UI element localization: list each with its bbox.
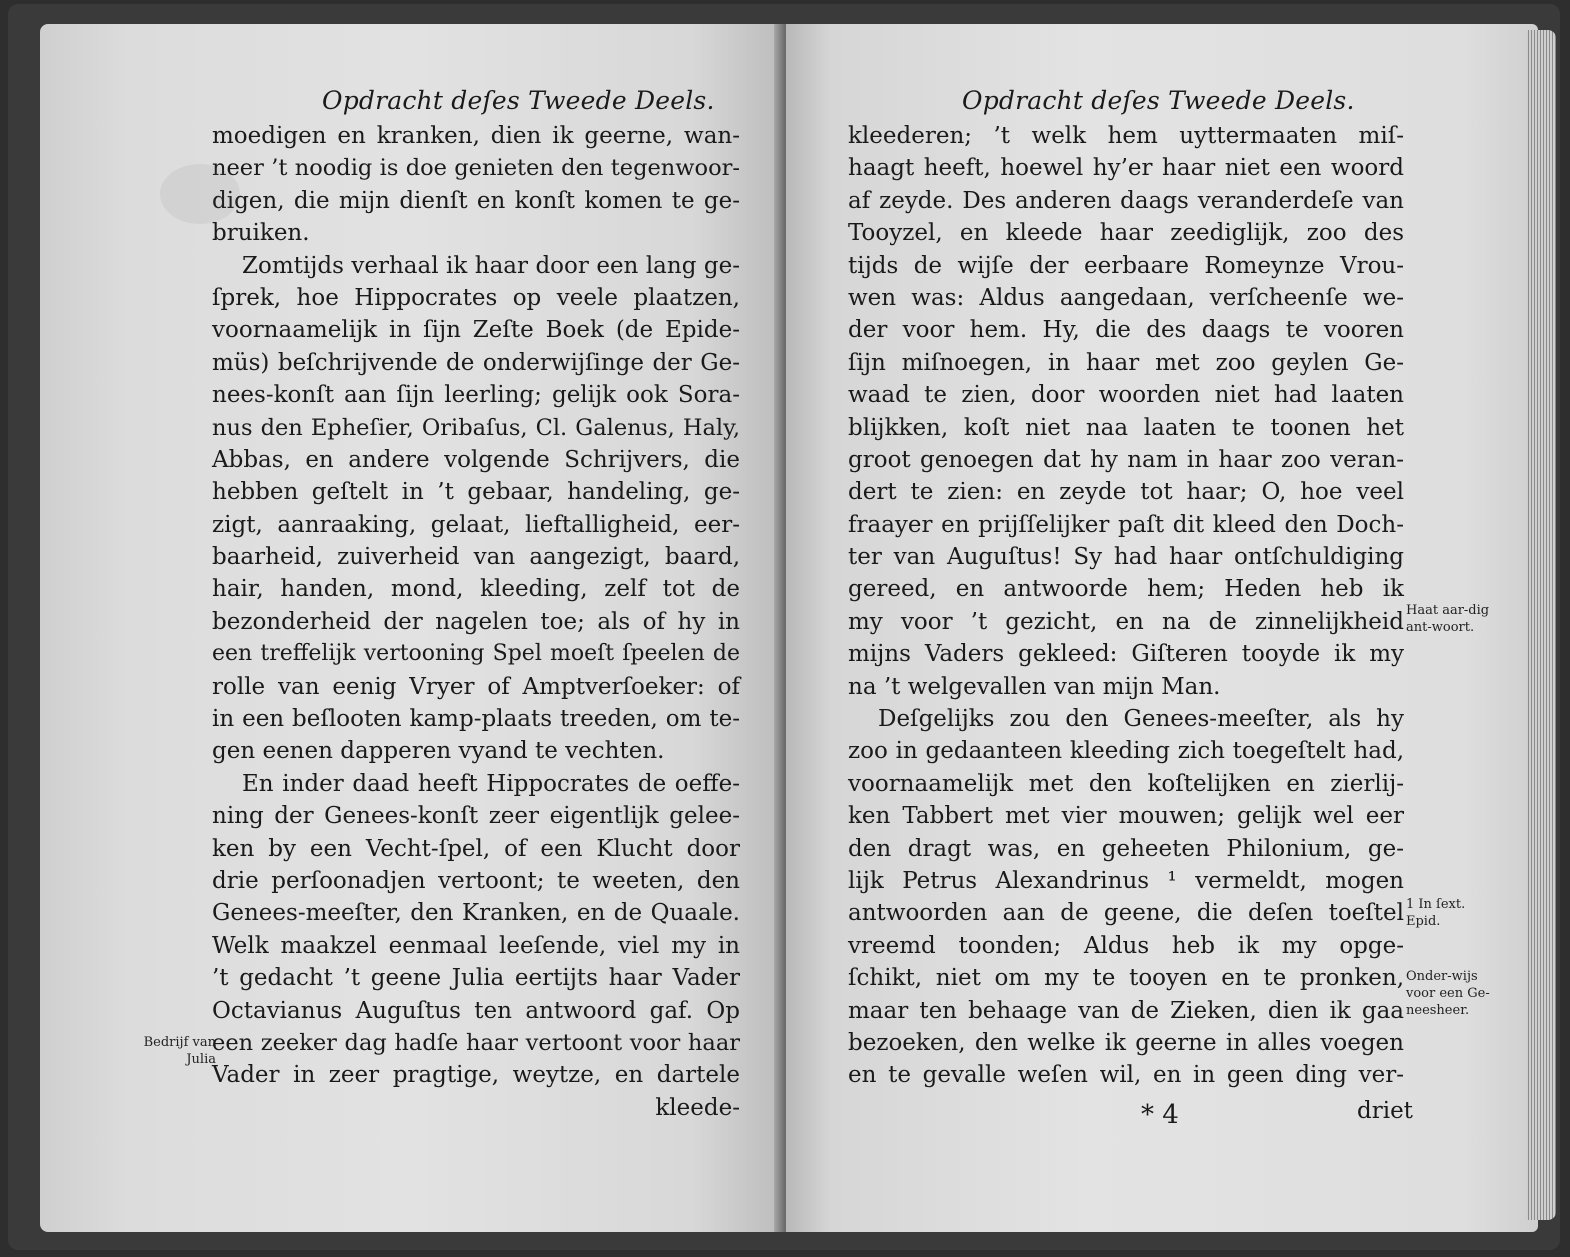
right-margin-note-1-text: Haat aar-dig ant-woort.: [1406, 603, 1490, 635]
text-line: antwoorden aan de geene, die deſen toeſtel: [848, 900, 1404, 927]
text-line: Abbas, en andere volgende Schrijvers, die: [212, 446, 740, 473]
text-line: Tooyzel, en kleede haar zeediglijk, zoo des: [848, 220, 1404, 247]
text-line: in een beſlooten kamp-plaats treeden, om te-: [212, 706, 740, 733]
page-edges: [1526, 30, 1556, 1220]
text-line: Vader in zeer pragtige, weytze, en dartele: [212, 1062, 740, 1089]
text-line: nees-konſt aan ſijn leerling; gelijk ook Sora-: [212, 382, 740, 409]
text-line: een treffelijk vertooning Spel moeſt ſpeelen de: [212, 641, 740, 667]
text-line: ning der Genees-konſt zeer eigentlijk gelee-: [212, 803, 740, 830]
text-line: ſchikt, niet om my te tooyen en te pronken,: [848, 965, 1404, 992]
text-line: Genees-meeſter, den Kranken, en de Quaale.: [212, 900, 740, 927]
catchword: driet: [1357, 1098, 1413, 1124]
text-line: zigt, aanraaking, gelaat, lieftalligheid, eer-: [212, 511, 740, 538]
text-line: neer ’t noodig is doe genieten den tegenwoor-: [212, 155, 740, 182]
text-line: vreemd toonden; Aldus heb ik my opge-: [848, 932, 1404, 959]
paper-stain: [160, 164, 240, 224]
right-margin-note-2: [1406, 896, 1502, 930]
text-line: Deſgelijks zou den Genees-meeſter, als hy: [878, 706, 1404, 733]
right-text-block: [848, 120, 1404, 1092]
text-line: kleede-: [655, 1094, 740, 1121]
text-line: kleederen; ’t welk hem uyttermaaten miſ-: [848, 123, 1404, 149]
text-line: bezonderheid der nagelen toe; als of hy in: [212, 608, 740, 635]
text-line: nus den Epheſier, Oribaſus, Cl. Galenus, Haly,: [212, 414, 740, 441]
text-line: my voor ’t gezicht, en na de zinnelijkheid: [848, 608, 1404, 635]
page-number: * 4: [1141, 1100, 1179, 1130]
text-line: voornaamelijk met den koſtelijken en zierlij-: [848, 770, 1404, 797]
right-margin-note-1: [1406, 602, 1502, 636]
text-line: Octavianus Auguſtus ten antwoord gaf. Op: [212, 997, 740, 1024]
text-line: Welk maakzel eenmaal leeſende, viel my in: [212, 932, 740, 959]
text-line: een zeeker dag hadſe haar vertoont voor haar: [212, 1029, 740, 1056]
text-line: wen was: Aldus aangedaan, verſcheenſe we-: [848, 284, 1404, 311]
text-line: bruiken.: [212, 220, 310, 247]
text-line: na ’t welgevallen van mijn Man.: [848, 673, 1221, 700]
text-line: mijns Vaders gekleed: Giſteren tooyde ik my: [848, 641, 1404, 668]
text-line: en te gevalle weſen wil, en in geen ding ver-: [848, 1062, 1404, 1089]
text-line: ’t gedacht ’t geene Julia eertijts haar Vader: [212, 965, 740, 992]
text-line: gereed, en antwoorde hem; Heden heb ik: [848, 576, 1404, 603]
right-margin-note-3: [1406, 968, 1502, 1019]
left-margin-note: [116, 1034, 216, 1068]
text-line: hair, handen, mond, kleeding, zelf tot de: [212, 576, 740, 603]
text-line: En inder daad heeft Hippocrates de oeffe-: [242, 770, 740, 797]
text-line: moedigen en kranken, dien ik geerne, wan-: [212, 123, 740, 149]
left-margin-note-text: Bedrijf van Julia: [143, 1035, 216, 1067]
text-line: fraayer en prijſſelijker paſt dit kleed den Doch-: [848, 511, 1404, 538]
text-line: bezoeken, den welke ik geerne in alles voegen: [848, 1029, 1404, 1056]
text-line: tijds de wijſe der eerbaare Romeynze Vrou-: [848, 252, 1404, 279]
text-line: af zeyde. Des anderen daags veranderdeſe van: [848, 187, 1404, 214]
right-running-head: Opdracht deſes Tweede Deels.: [962, 86, 1355, 115]
text-line: maar ten behaage van de Zieken, dien ik gaa: [848, 997, 1404, 1024]
text-line: digen, die mijn dienſt en konſt komen te ge-: [212, 187, 740, 214]
text-line: waad te zien, door woorden niet had laaten: [848, 382, 1404, 409]
text-line: baarheid, zuiverheid van aangezigt, baard,: [212, 544, 740, 571]
text-line: der voor hem. Hy, die des daags te vooren: [848, 317, 1404, 344]
text-line: dert te zien: en zeyde tot haar; O, hoe veel: [848, 479, 1404, 506]
text-line: ken Tabbert met vier mouwen; gelijk wel eer: [848, 803, 1404, 830]
text-line: lijk Petrus Alexandrinus ¹ vermeldt, mogen: [848, 867, 1404, 894]
right-margin-note-2-text: 1 In ſext. Epid.: [1406, 897, 1466, 929]
text-line: hebben geſtelt in ’t gebaar, handeling, ge-: [212, 479, 740, 506]
book-spread: [8, 4, 1560, 1250]
left-running-head: Opdracht deſes Tweede Deels.: [322, 86, 715, 115]
right-margin-note-3-text: Onder-wijs voor een Ge-neesheer.: [1406, 969, 1490, 1018]
text-line: müs) beſchrijvende de onderwijſinge der Ge-: [212, 349, 740, 376]
text-line: voornaamelijk in ſijn Zeſte Boek (de Epide-: [212, 317, 740, 344]
left-page: [40, 24, 780, 1232]
left-text-block: [212, 120, 740, 1124]
text-line: groot genoegen dat hy nam in haar zoo veran-: [848, 446, 1404, 473]
text-line: Zomtijds verhaal ik haar door een lang ge-: [242, 252, 740, 279]
text-line: ſijn miſnoegen, in haar met zoo geylen Ge-: [848, 349, 1404, 376]
text-line: drie perſoonadjen vertoont; te weeten, den: [212, 867, 740, 894]
text-line: rolle van eenig Vryer of Amptverſoeker: of: [212, 673, 740, 700]
right-page: [786, 24, 1538, 1232]
text-line: ter van Auguſtus! Sy had haar ontſchuldiging: [848, 544, 1404, 571]
text-line: ſprek, hoe Hippocrates op veele plaatzen,: [212, 284, 740, 311]
text-line: gen eenen dapperen vyand te vechten.: [212, 738, 665, 765]
text-line: haagt heeft, hoewel hy’er haar niet een woord: [848, 155, 1404, 182]
text-line: ken by een Vecht-ſpel, of een Klucht door: [212, 835, 740, 862]
text-line: zoo in gedaanteen kleeding zich toegeſtelt had,: [848, 738, 1404, 765]
text-line: den dragt was, en geheeten Philonium, ge-: [848, 835, 1404, 862]
text-line: blijkken, koſt niet naa laaten te toonen het: [848, 414, 1404, 441]
